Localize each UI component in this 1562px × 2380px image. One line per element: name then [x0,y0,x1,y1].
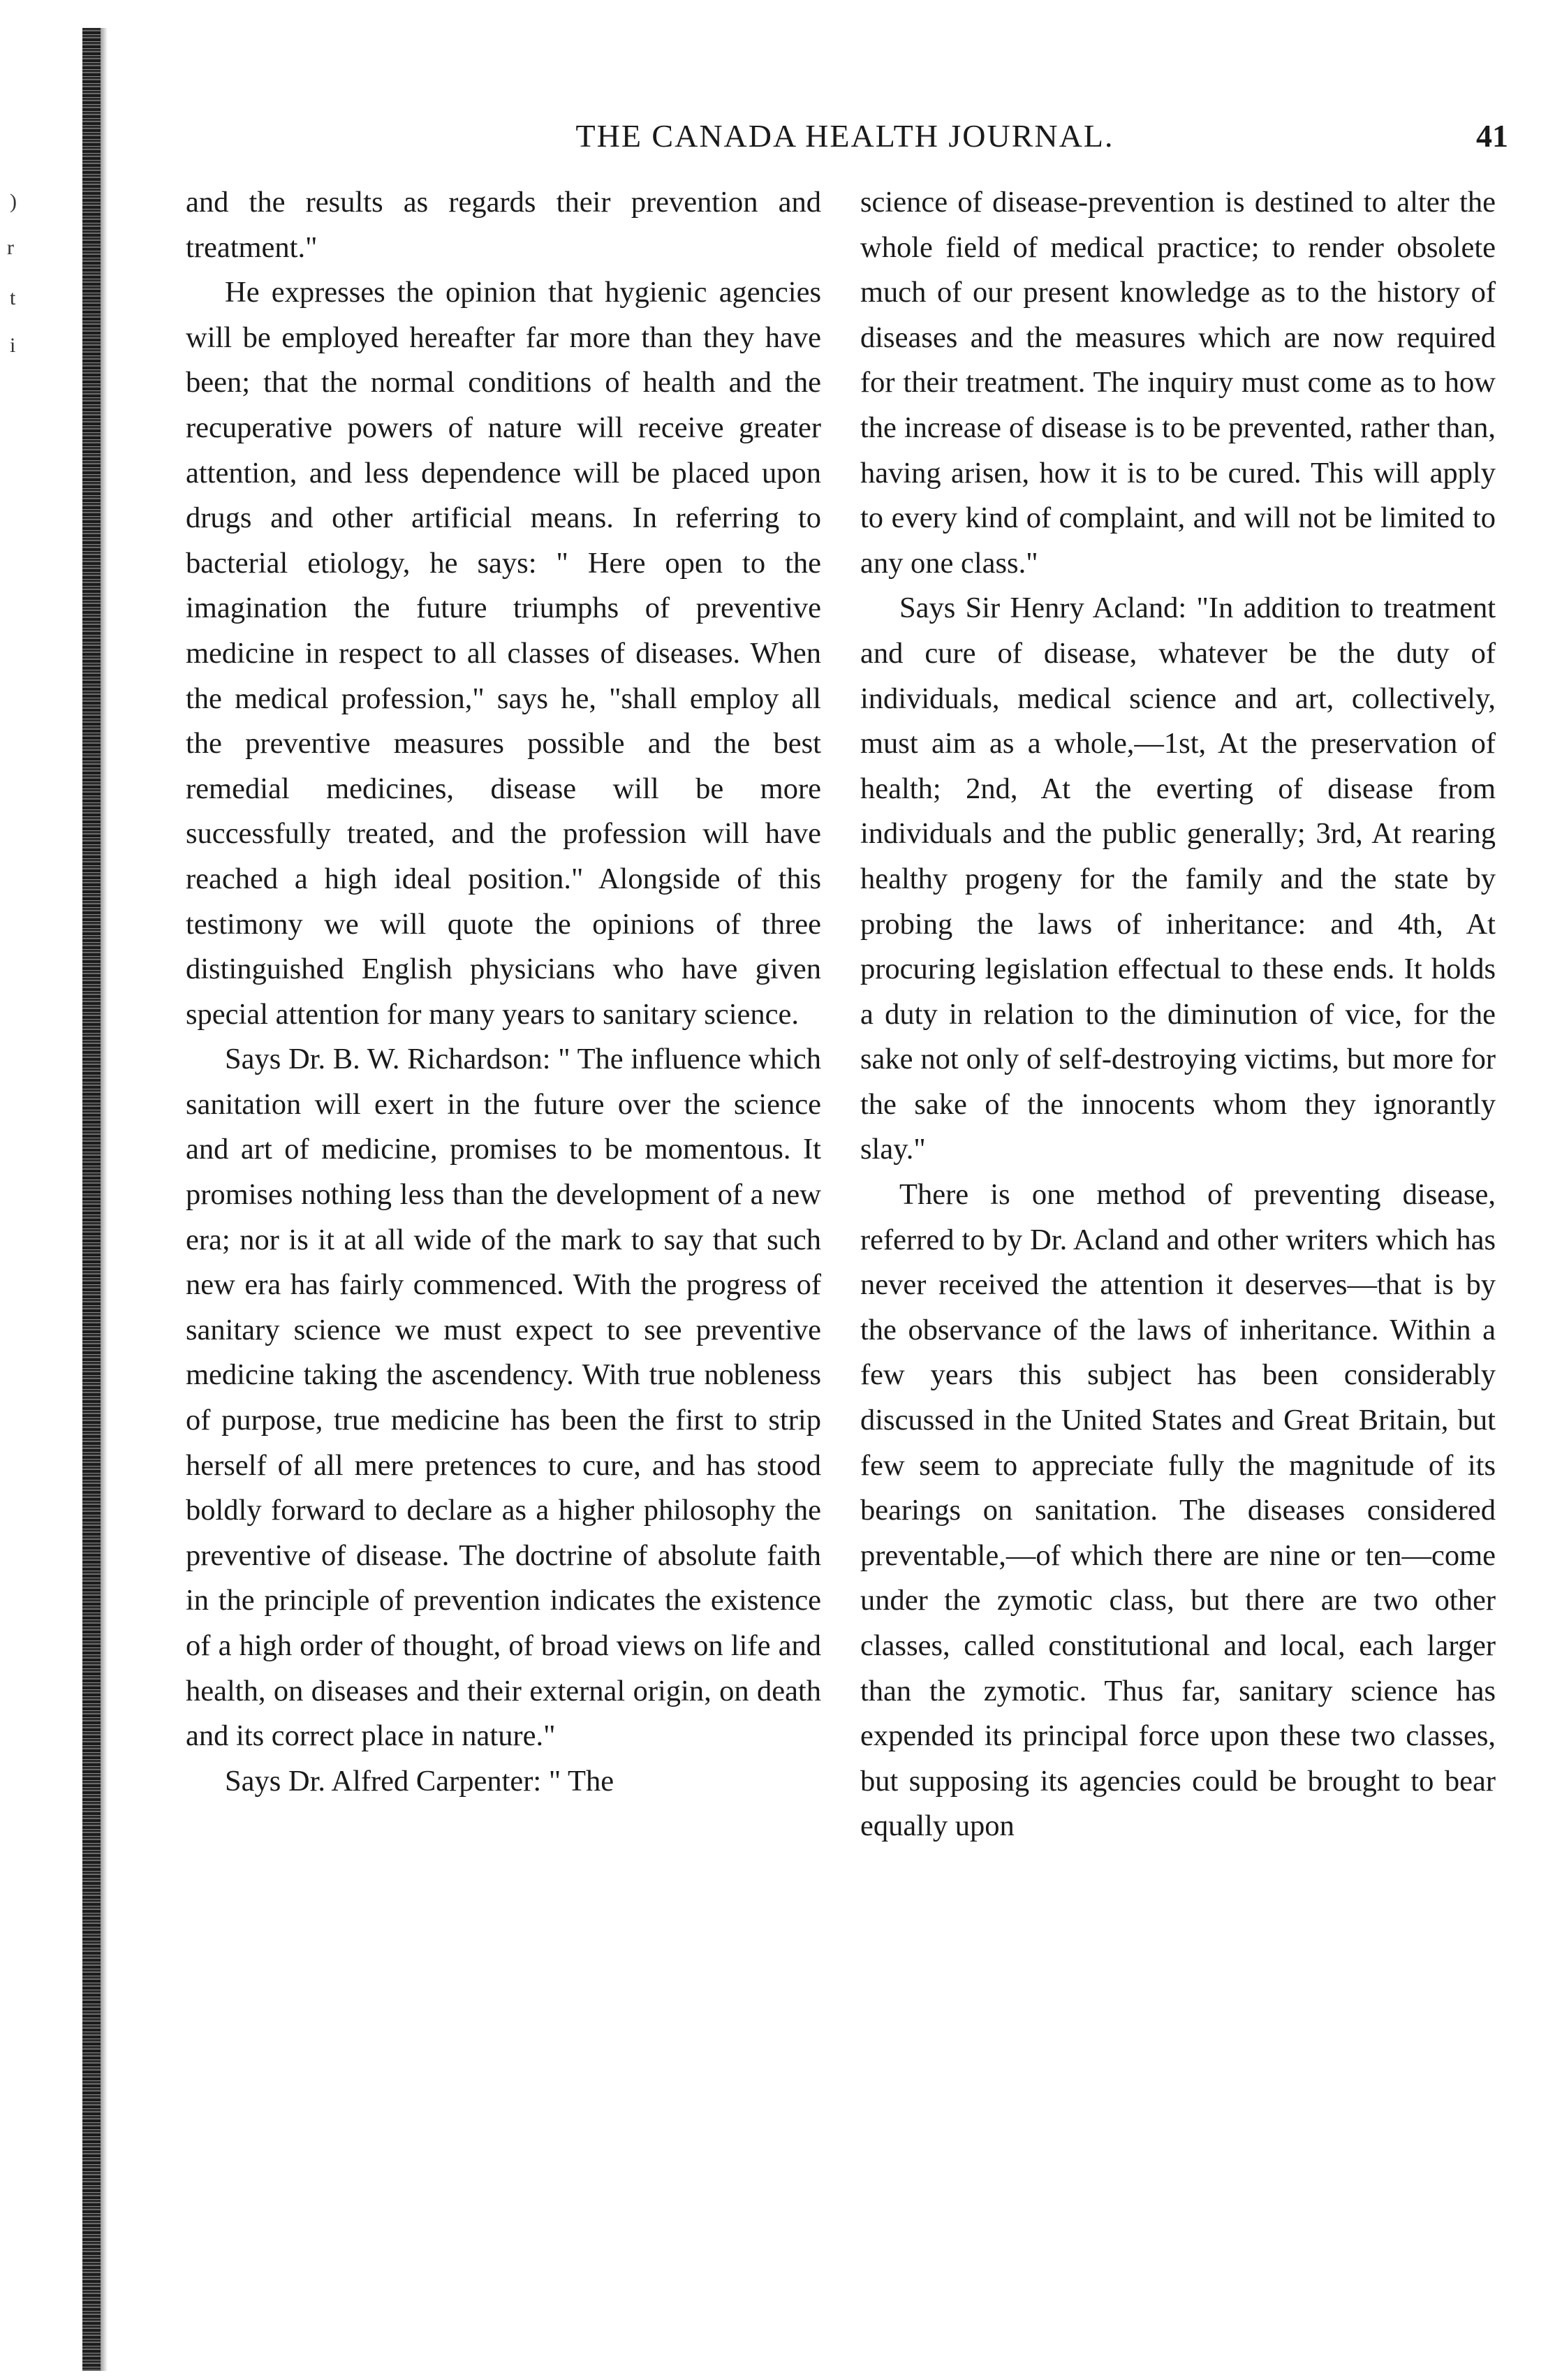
running-header [182,117,1508,159]
left-paragraph-2: He expresses the opinion that hygienic agencies will be employed hereafter far more than they have been; that the normal conditions of health and the recuperative powers of nature will receive greater attention, and less dependence will be placed upon drugs and other artificial means. In referring to bacterial etiology, he says: " Here open to the imagination the future triumphs of preventive medicine in respect to all classes of diseases. When the medical profession," says he, "shall employ all the preventive measures possible and the best remedial medicines, disease will be more successfully treated, and the profession will have reached a high ideal position." Alongside of this testimony we will quote the opinions of three distinguished English physicians who have given special attention for many years to sanitary science. [186,276,821,1031]
page-binding-edge [82,28,101,2371]
page-binding-shadow [101,28,108,2371]
right-paragraph-1: science of disease-prevention is destined to alter the whole field of medical practice; to render obsolete much of our present knowledge as to the history of diseases and the measures which are now required for their treatment. The inquiry must come as to how the increase of disease is to be prevented, rather than, having arisen, how it is to be cured. This will apply to every kind of complaint, and will not be limited to any one class." [860,186,1496,580]
journal-title: THE CANADA HEALTH JOURNAL. [575,118,1114,154]
margin-mark: ) [10,190,17,213]
right-column [860,180,1496,2345]
margin-mark: i [10,334,16,357]
margin-mark: t [10,286,16,309]
page-number: 41 [1476,118,1508,154]
left-column [186,180,821,2345]
left-paragraph-3: Says Dr. B. W. Richardson: " The influence which sanitation will exert in the future over the science and art of medicine, promises to be momentous. It promises nothing less than the development of a new era; nor is it at all wide of the mark to say that such new era has fairly commenced. With the progress of sanitary science we must expect to see preventive medicine taking the ascendency. With true nobleness of purpose, true medicine has been the first to strip herself of all mere pretences to cure, and has stood boldly forward to declare as a higher philosophy the preventive of disease. The doctrine of absolute faith in the principle of prevention indicates the existence of a high order of thought, of broad views on life and health, on diseases and their external origin, on death and its correct place in nature." [186,1043,821,1753]
right-paragraph-3: There is one method of preventing disease, referred to by Dr. Acland and other writers which has never received the attention it deserves—that is by the observance of the laws of inheritance. Within a few years this subject has been considerably discussed in the United States and Great Britain, but few seem to appreciate fully the magnitude of its bearings on sanitation. The diseases considered preventable,—of which there are nine or ten—come under the zymotic class, but there are two other classes, called constitutional and local, each larger than the zymotic. Thus far, sanitary science has expended its principal force upon these two classes, but supposing its agencies could be brought to bear equally upon [860,1178,1496,1843]
right-paragraph-2: Says Sir Henry Acland: "In addition to treatment and cure of disease, whatever be the duty of individuals, medical science and art, collectively, must aim as a whole,—1st, At the preservation of health; 2nd, At the everting of disease from individuals and the public generally; 3rd, At rearing healthy progeny for the family and the state by probing the laws of inheritance: and 4th, At procuring legislation effectual to these ends. It holds a duty in relation to the diminution of vice, for the sake not only of self-destroying victims, but more for the sake of the innocents whom they ignorantly slay." [860,592,1496,1166]
margin-mark: r [7,236,14,259]
left-paragraph-4: Says Dr. Alfred Carpenter: " The [225,1764,614,1798]
left-paragraph-1: and the results as regards their prevention and treatment." [186,186,821,264]
